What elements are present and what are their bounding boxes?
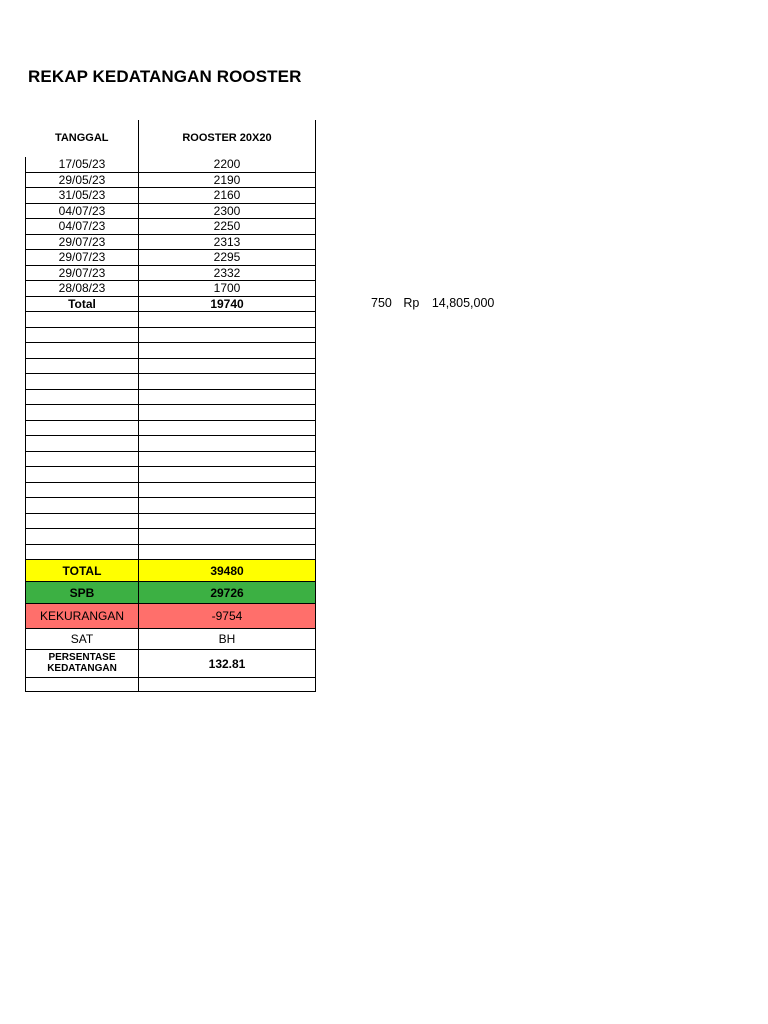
table-row: [26, 219, 316, 235]
price-note: [371, 296, 494, 310]
table-row: [26, 157, 316, 172]
recap-table: [25, 120, 316, 692]
spb-label: SPB: [26, 582, 139, 604]
date-cell: 29/05/23: [26, 172, 139, 188]
sat-row: [26, 629, 316, 650]
date-cell: 29/07/23: [26, 250, 139, 266]
empty-row: [26, 343, 316, 359]
empty-row: [26, 678, 316, 692]
table-row: [26, 203, 316, 219]
header-tanggal: TANGGAL: [54, 132, 109, 144]
qty-cell: 1700: [139, 281, 316, 297]
total-row: [26, 560, 316, 582]
qty-cell: 2300: [139, 203, 316, 219]
price-note-qty: 750: [371, 296, 392, 310]
date-cell: 29/07/23: [26, 265, 139, 281]
empty-row: [26, 374, 316, 390]
table-header-row: [26, 120, 316, 157]
subtotal-label: Total: [26, 296, 139, 312]
spb-row: [26, 582, 316, 604]
price-note-currency: Rp: [403, 296, 420, 310]
spb-value: 29726: [139, 582, 316, 604]
empty-row: [26, 389, 316, 405]
kekurangan-row: [26, 604, 316, 629]
sat-value: BH: [139, 629, 316, 650]
qty-cell: 2190: [139, 172, 316, 188]
empty-row: [26, 312, 316, 328]
table-row: [26, 281, 316, 297]
header-rooster: ROOSTER 20X20: [139, 120, 316, 157]
recap-table-container: [25, 120, 315, 692]
date-cell: 31/05/23: [26, 188, 139, 204]
price-note-amount: 14,805,000: [431, 296, 495, 310]
persentase-row: [26, 650, 316, 678]
empty-row: [26, 327, 316, 343]
total-label: TOTAL: [26, 560, 139, 582]
date-cell: 28/08/23: [26, 281, 139, 297]
date-cell: 17/05/23: [26, 157, 139, 172]
empty-row: [26, 358, 316, 374]
empty-row: [26, 420, 316, 436]
empty-row: [26, 467, 316, 483]
qty-cell: 2200: [139, 157, 316, 172]
qty-cell: 2313: [139, 234, 316, 250]
table-row: [26, 188, 316, 204]
persentase-value: 132.81: [139, 650, 316, 678]
empty-row: [26, 498, 316, 514]
kekurangan-label: KEKURANGAN: [26, 604, 139, 629]
empty-row: [26, 544, 316, 560]
subtotal-row: [26, 296, 316, 312]
empty-row: [26, 436, 316, 452]
subtotal-value: 19740: [139, 296, 316, 312]
total-value: 39480: [139, 560, 316, 582]
persentase-label: PERSENTASE KEDATANGAN: [26, 650, 139, 678]
table-row: [26, 172, 316, 188]
page-title: REKAP KEDATANGAN ROOSTER: [28, 67, 302, 86]
empty-row: [26, 405, 316, 421]
date-cell: 04/07/23: [26, 203, 139, 219]
date-cell: 29/07/23: [26, 234, 139, 250]
empty-row: [26, 451, 316, 467]
date-cell: 04/07/23: [26, 219, 139, 235]
qty-cell: 2332: [139, 265, 316, 281]
qty-cell: 2250: [139, 219, 316, 235]
sat-label: SAT: [26, 629, 139, 650]
kekurangan-value: -9754: [139, 604, 316, 629]
table-row: [26, 250, 316, 266]
table-row: [26, 265, 316, 281]
empty-row: [26, 513, 316, 529]
empty-row: [26, 482, 316, 498]
qty-cell: 2160: [139, 188, 316, 204]
table-row: [26, 234, 316, 250]
empty-row: [26, 529, 316, 545]
qty-cell: 2295: [139, 250, 316, 266]
